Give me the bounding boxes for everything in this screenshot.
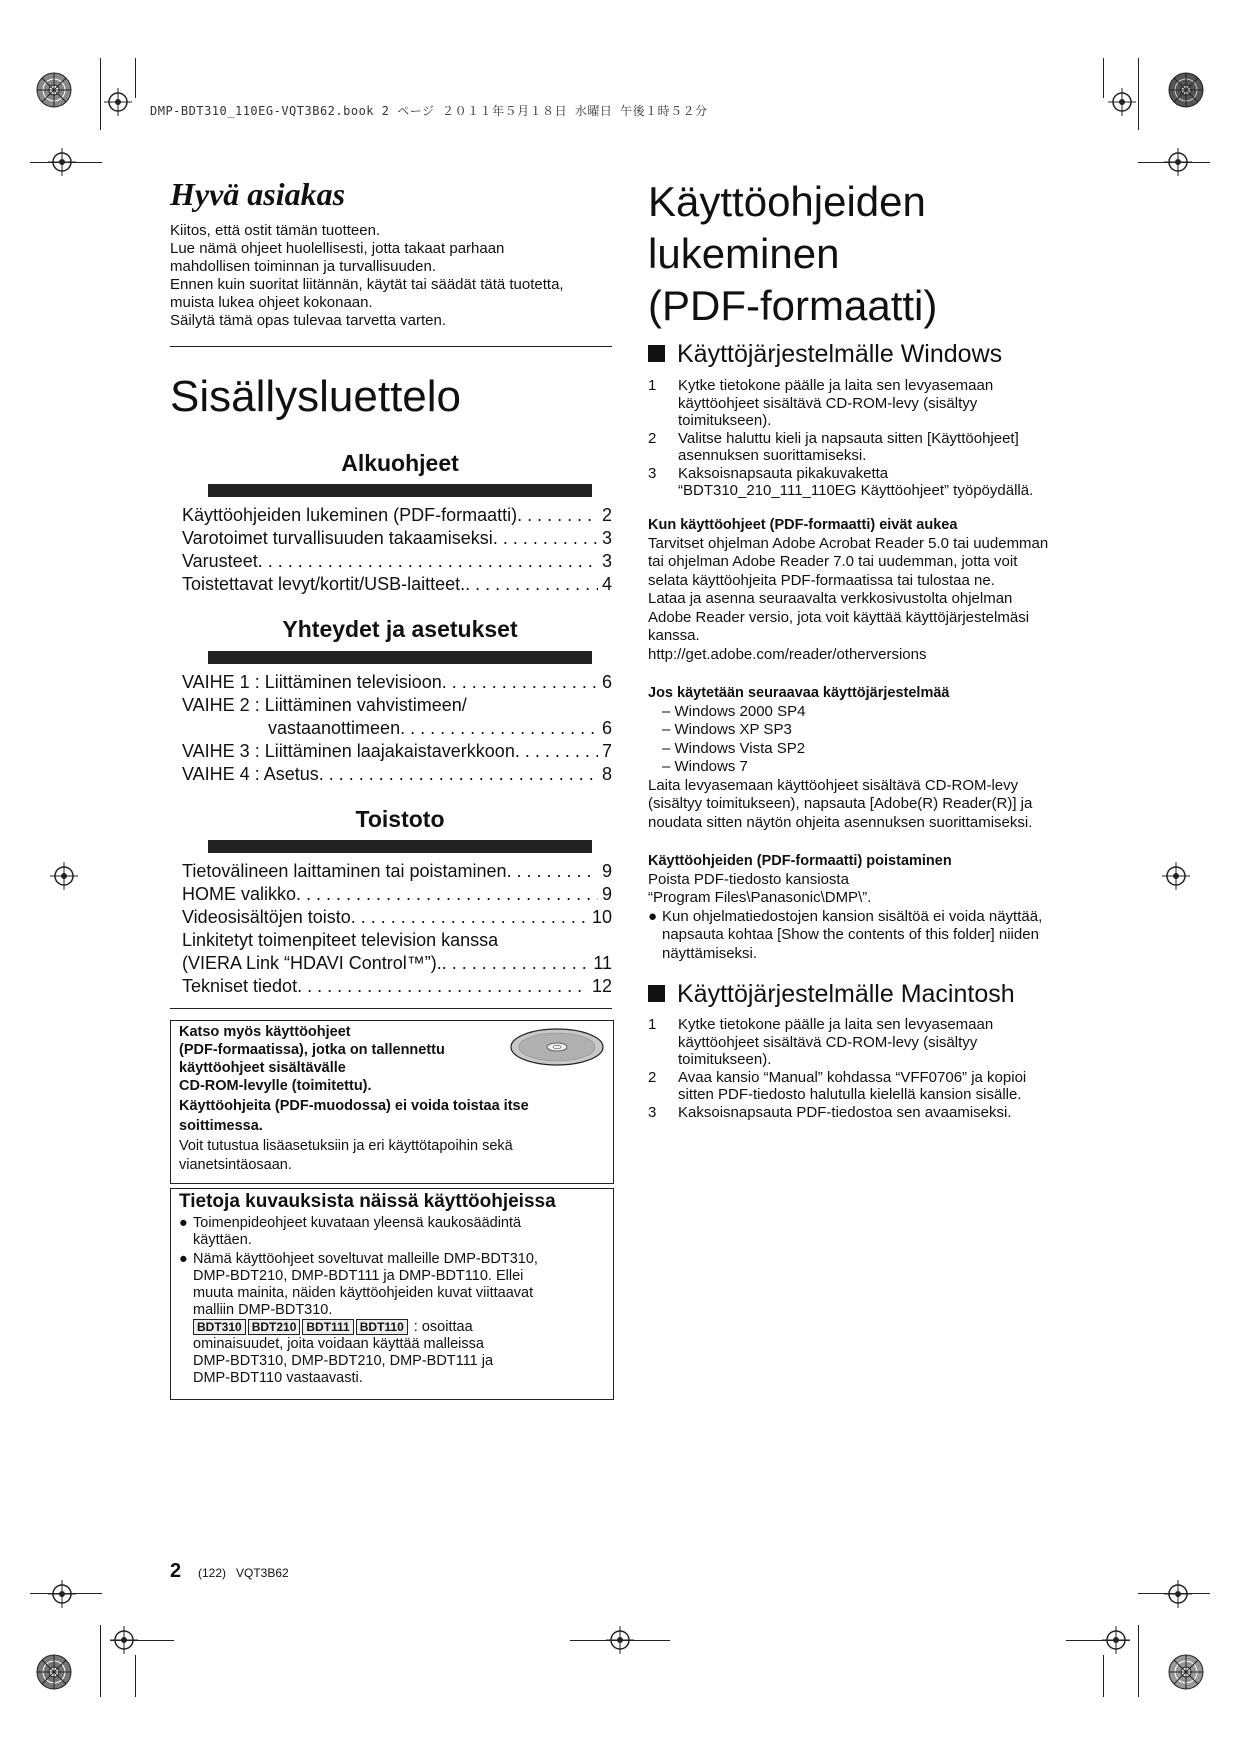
toc-page: 8 [601,764,612,784]
greeting-line: Kiitos, että ostit tämän tuotteen. [170,222,381,239]
os-section: Jos käytetään seuraavaa käyttöjärjestelmää – Windows 2000 SP4 – Windows XP SP3 – Windows Vista SP2 – Windows 7 Laita levyasemaan käyttöohjeet sisältävä CD-ROM-levy (sisältyy toimitukseen), napsauta [Adobe(R) Reader(R)] ja noudata sitten näytön ohjeita asennuksen suorittamiseksi. [648,684,1098,832]
note-line: Käyttöohjeita (PDF-muodossa) ei voida toistaa itse [179,1098,529,1114]
model-chip: BDT111 [302,1319,353,1335]
crosshair-icon [50,862,78,890]
macintosh-steps [648,1016,1088,1121]
square-bullet-icon [648,345,665,362]
description-note-box [170,1188,614,1400]
square-bullet-icon [648,985,665,1002]
step-item: 1 Kytke tietokone päälle ja laita sen levyasemaan käyttöohjeet sisältävä CD-ROM-levy (sisältyy toimitukseen). [648,377,994,429]
toc-entry[interactable]: Varotoimet turvallisuuden takaamiseksi . . . 3 [182,527,612,550]
section-bar [208,651,592,664]
toc-title: Sisällysluettelo [170,372,462,421]
subsection-heading: Jos käytetään seuraavaa käyttöjärjestelmää [648,685,950,701]
adobe-url-link[interactable]: http://get.adobe.com/reader/otherversions [648,645,927,663]
rosette-icon [1168,1654,1204,1690]
model-chip: BDT310 [193,1319,246,1335]
rosette-icon [1168,72,1204,108]
toc-list [182,671,612,786]
model-chip: BDT110 [356,1319,408,1335]
toc-entry[interactable]: VAIHE 2 : Liittäminen vahvistimeen/ [182,695,467,715]
bullet-icon: ● [179,1251,188,1267]
toc-list [182,860,612,998]
bullet-icon: ● [648,907,658,925]
crosshair-icon [1108,88,1136,116]
note-line: Katso myös käyttöohjeet [179,1024,351,1040]
toc-entry[interactable]: VAIHE 3 : Liittäminen laajakaistaverkkoon . . . 7 [182,740,612,763]
bullet-icon: ● [179,1215,188,1231]
toc-page: 11 [593,953,612,973]
crosshair-icon [104,88,132,116]
bullet-item: ● Toimenpideohjeet kuvataan yleensä kaukosäädintä käyttäen. [179,1215,522,1248]
toc-page: 6 [601,718,612,738]
toc-entry[interactable]: Tietovälineen laittaminen tai poistaminen . . . 9 [182,860,612,883]
toc-entry[interactable]: Toistettavat levyt/kortit/USB-laitteet. . . . 4 [182,573,612,596]
macintosh-heading: Käyttöjärjestelmälle Macintosh [648,980,1015,1009]
toc-page: 4 [601,574,612,594]
subsection-heading: Kun käyttöohjeet (PDF-formaatti) eivät aukea [648,517,958,533]
crosshair-icon [1102,1626,1130,1654]
toc-page: 12 [591,976,612,996]
rosette-icon [36,1654,72,1690]
toc-page: 3 [601,528,612,548]
toc-entry[interactable]: Varusteet . . . 3 [182,550,612,573]
toc-page: 7 [601,741,612,761]
toc-page: 9 [601,884,612,904]
print-file-info: DMP-BDT310_110EG-VQT3B62.book 2 ページ ２０１１年５月１８日 水曜日 午後１時５２分 [150,104,708,118]
cd-rom-note-box [170,1020,614,1184]
section-bar [208,840,592,853]
toc-section-heading: Alkuohjeet [341,450,459,476]
greeting-line: muista lukea ohjeet kokonaan. [170,294,373,311]
uninstall-section: Käyttöohjeiden (PDF-formaatti) poistaminen Poista PDF-tiedosto kansiosta “Program Files\Panasonic\DMP\”. ● Kun ohjelmatiedostojen kansion sisältöä ei voida näyttää, napsauta kohtaa [Show the contents of this folder] niiden näyttämiseksi. [648,852,1098,963]
greeting-body [170,222,610,330]
divider [170,346,612,347]
toc-entry[interactable]: vastaanottimeen . . . 6 [182,717,612,740]
greeting-line: Säilytä tämä opas tulevaa tarvetta varten. [170,312,446,329]
crosshair-icon [110,1626,138,1654]
crosshair-icon [606,1626,634,1654]
pdf-section-title: Käyttöohjeiden lukeminen (PDF-formaatti) [648,178,938,329]
toc-entry[interactable]: VAIHE 4 : Asetus . . . 8 [182,763,612,786]
toc-page: 2 [601,505,612,525]
crosshair-icon [48,1580,76,1608]
note-line: käyttöohjeet sisältävälle [179,1060,346,1076]
section-bar [208,484,592,497]
greeting-line: Lue nämä ohjeet huolellisesti, jotta takaat parhaan [170,240,505,257]
note-line: Voit tutustua lisäasetuksiin ja eri käyttötapoihin sekä [179,1138,513,1154]
model-chips: BDT310 BDT210 BDT111 BDT110 : osoittaa [193,1319,613,1336]
bullet-item: ● Kun ohjelmatiedostojen kansion sisältöä ei voida näyttää, napsauta kohtaa [Show the contents of this folder] niiden näyttämiseksi. [648,907,1043,962]
step-item: 1 Kytke tietokone päälle ja laita sen levyasemaan käyttöohjeet sisältävä CD-ROM-levy (sisältyy toimitukseen). [648,1016,994,1068]
crosshair-icon [1164,148,1192,176]
subsection-heading: Käyttöohjeiden (PDF-formaatti) poistaminen [648,853,952,869]
step-item: 3 Kaksoisnapsauta pikakuvaketta “BDT310_210_111_110EG Käyttöohjeet” työpöydällä. [648,464,1034,499]
model-chip: BDT210 [248,1319,301,1335]
toc-list [182,504,612,596]
toc-page: 3 [601,551,612,571]
toc-entry[interactable]: Videosisältöjen toisto . . . 10 [182,906,612,929]
greeting-title: Hyvä asiakas [170,176,346,212]
toc-section-heading: Yhteydet ja asetukset [282,616,518,642]
toc-page: 6 [601,672,612,692]
note-line: vianetsintäosaan. [179,1157,292,1173]
toc-entry[interactable]: Käyttöohjeiden lukeminen (PDF-formaatti) . . . 2 [182,504,612,527]
windows-heading: Käyttöjärjestelmälle Windows [648,340,1002,369]
note-line: CD-ROM-levylle (toimitettu). [179,1078,372,1094]
step-item: 3 Kaksoisnapsauta PDF-tiedostoa sen avaamiseksi. [648,1103,1012,1121]
crosshair-icon [48,148,76,176]
bullet-item: ● Nämä käyttöohjeet soveltuvat malleille DMP-BDT310, DMP-BDT210, DMP-BDT111 ja DMP-BDT110. Ellei muuta mainita, näiden käyttöohjeiden kuvat viittaavat malliin DMP-BDT310. BDT310 BDT210 BDT111 BDT110 : osoittaa ominaisuudet, joita voidaan käyttää malleissa DMP-BDT310, DMP-BDT210, DMP-BDT111 ja DMP-BDT110 vastaavasti. [171,1251,613,1387]
toc-entry[interactable]: VAIHE 1 : Liittäminen televisioon . . . 6 [182,671,612,694]
divider [170,1008,612,1009]
greeting-line: mahdollisen toiminnan ja turvallisuuden. [170,258,436,275]
cd-disc-icon [509,1027,605,1067]
toc-page: 10 [591,907,612,927]
toc-entry[interactable]: (VIERA Link “HDAVI Control™”). . . . 11 [182,952,612,975]
greeting-line: Ennen kuin suoritat liitännän, käytät tai säädät tätä tuotetta, [170,276,564,293]
note-line: (PDF-formaatissa), jotka on tallennettu [179,1042,445,1058]
toc-entry[interactable]: Linkitetyt toimenpiteet television kanssa [182,930,499,950]
note-heading: Tietoja kuvauksista näissä käyttöohjeissa [179,1191,556,1212]
crosshair-icon [1164,1580,1192,1608]
step-item: 2 Valitse haluttu kieli ja napsauta sitten [Käyttöohjeet] asennuksen suorittamiseksi. [648,429,1019,464]
rosette-icon [36,72,72,108]
page-number: 2 [170,1560,182,1582]
crosshair-icon [1162,862,1190,890]
toc-page: 9 [601,861,612,881]
pdf-not-open-section: Kun käyttöohjeet (PDF-formaatti) eivät aukea Tarvitset ohjelman Adobe Acrobat Reader 5.0 tai uudemman tai ohjelman Adobe Reader 7.0 tai uudemman, jotta voit selata käyttöohjeita PDF-formaatissa tai tulostaa ne. Lataa ja asenna seuraavalta verkkosivustolta ohjelman Adobe Reader versio, jota voit käyttää käyttöjärjestelmäsi kanssa. http://get.adobe.com/reader/otherversions [648,516,1098,664]
step-item: 2 Avaa kansio “Manual” kohdassa “VFF0706” ja kopioi sitten PDF-tiedosto halutulla kielellä kansion sisälle. [648,1068,1027,1103]
toc-entry[interactable]: HOME valikko . . . 9 [182,883,612,906]
toc-section-heading: Toistoto [355,806,445,832]
footer-code: (122) VQT3B62 [198,1566,289,1580]
note-line: soittimessa. [179,1118,263,1134]
toc-entry[interactable]: Tekniset tiedot . . . 12 [182,975,612,998]
windows-steps [648,377,1088,500]
